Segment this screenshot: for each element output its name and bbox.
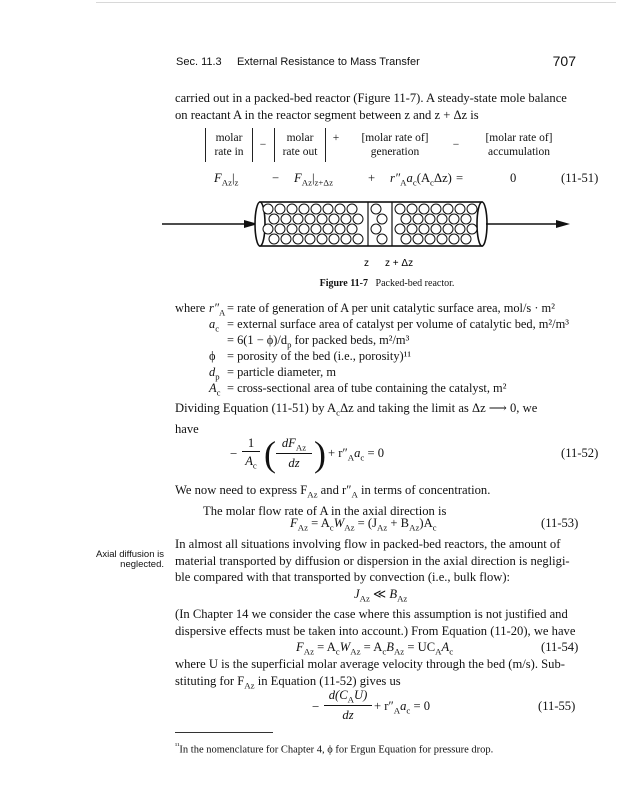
catalyst-pellet <box>467 224 477 234</box>
catalyst-pellet <box>437 214 447 224</box>
dividing-paragraph: Dividing Equation (11-51) by $A_c\Delta z$ and taking the limit as Δz ⟶ 0, we have <box>175 401 538 437</box>
axial-paragraph: In almost all situations involving flow in packed-bed reactors, the amount of material transported by diffusion or dispersion in the axial direction is negligi- ble compared with that transported by convection (i.e., bulk flow): <box>175 537 570 584</box>
catalyst-pellet <box>437 234 447 244</box>
molar-rate-in-box: molar rate in <box>205 128 253 162</box>
catalyst-pellet <box>443 204 453 214</box>
equation-11-54: $F_{Az} = A_cW_{Az} = A_cB_{Az} = UC_AA_c$ (11-54) <box>296 640 579 657</box>
catalyst-pellet <box>305 234 315 244</box>
margin-note: Axial diffusion is neglected. <box>96 549 164 570</box>
express-paragraph: We now need to express $F_{Az}$ and $r''_A$ in terms of concentration. The molar flow rate of A in the axial direction is <box>175 483 491 519</box>
molar-rate-out-box: molar rate out <box>274 128 326 162</box>
top-rule <box>96 2 616 3</box>
outlet-arrow-head <box>556 220 570 228</box>
footnote: $^{^{11}}$In the nomenclature for Chapter 4, ϕ for Ergun Equation for pressure drop. <box>175 741 494 756</box>
catalyst-pellet <box>425 214 435 224</box>
catalyst-pellet <box>419 224 429 234</box>
chapter14-paragraph: (In Chapter 14 we consider the case where this assumption is not justified and dispersive effects must be taken into account.) From Equation (11-20), we have <box>175 607 576 638</box>
section-title: External Resistance to Mass Transfer <box>236 56 420 68</box>
figure-caption: Figure 11-7 Packed-bed reactor. <box>319 278 455 289</box>
catalyst-pellet <box>431 204 441 214</box>
catalyst-pellet <box>413 234 423 244</box>
catalyst-pellet <box>371 204 381 214</box>
running-header <box>176 53 576 70</box>
catalyst-pellet <box>287 204 297 214</box>
catalyst-pellet <box>287 224 297 234</box>
catalyst-pellet <box>401 214 411 224</box>
definition-row: where $r''_A$ = rate of generation of A per unit catalytic surface area, mol/s · m² <box>175 301 555 318</box>
catalyst-pellet <box>353 234 363 244</box>
catalyst-pellet <box>377 214 387 224</box>
catalyst-pellet <box>293 234 303 244</box>
catalyst-pellet <box>281 214 291 224</box>
section-label: Sec. 11.3 External Resistance to Mass Transfer <box>176 56 420 68</box>
catalyst-pellet <box>395 204 405 214</box>
page-number: 707 <box>552 53 576 69</box>
intro-line-1: carried out in a packed-bed reactor (Figure 11-7). A steady-state mole balance <box>175 91 567 105</box>
accumulation-term: [molar rate of] accumulation <box>485 132 553 158</box>
catalyst-pellet <box>269 234 279 244</box>
equation-11-53: $F_{Az} = A_cW_{Az} = (J_{Az} + B_{Az})A_c$ (11-53) <box>290 516 579 533</box>
catalyst-pellet <box>455 224 465 234</box>
catalyst-pellet <box>395 224 405 234</box>
catalyst-pellet <box>263 204 273 214</box>
catalyst-pellet <box>299 224 309 234</box>
catalyst-pellet <box>329 234 339 244</box>
catalyst-pellet <box>317 234 327 244</box>
equation-j-less-b: $J_{Az}$ ≪ $B_{Az}$ <box>354 587 408 604</box>
catalyst-pellet <box>449 214 459 224</box>
word-balance: molar rate in − molar rate out + [molar rate of] generation − [molar rate of] accumulation <box>200 128 600 164</box>
catalyst-pellet <box>401 234 411 244</box>
packed-bed-reactor-figure <box>160 192 600 274</box>
catalyst-pellet <box>431 224 441 234</box>
equation-number: (11-55) <box>538 699 576 713</box>
catalyst-pellet <box>353 214 363 224</box>
catalyst-pellet <box>311 224 321 234</box>
catalyst-pellet <box>443 224 453 234</box>
catalyst-pellet <box>323 224 333 234</box>
catalyst-pellet <box>311 204 321 214</box>
superficial-paragraph: where U is the superficial molar average velocity through the bed (m/s). Sub- stituting for $F_{Az}$ in Equation (11-52) gives us <box>175 657 565 691</box>
intro-paragraph <box>175 90 601 123</box>
equation-11-51: $F_{Az}|_z$ − $F_{Az}|_{z+\Delta z}$ + $r''_Aa_c(A_c\Delta z)$ = 0 (11-51) <box>214 171 599 188</box>
catalyst-pellet <box>269 214 279 224</box>
catalyst-pellet <box>293 214 303 224</box>
catalyst-pellet <box>461 214 471 224</box>
equation-number: (11-54) <box>541 640 579 654</box>
catalyst-pellet <box>275 204 285 214</box>
catalyst-pellet <box>419 204 429 214</box>
label-z: z <box>364 258 369 269</box>
symbol-definitions: where $r''_A$ = rate of generation of A per unit catalytic surface area, mol/s · m² $a_c$ = external surface area of catalyst per volume of catalytic bed, m²/m³ = $6(1 - \phi)/d_p$ for packed beds, m²/m³ ϕ = porosity of the bed (i.e., porosity)¹¹ $d_p$ = particle diameter, m $A_c$ = cross-sectional area of tube containing the catalyst, m² <box>175 301 601 396</box>
catalyst-pellet <box>275 224 285 234</box>
catalyst-pellet <box>335 204 345 214</box>
catalyst-pellet <box>449 234 459 244</box>
equation-11-52: − 1 $A_c$ ( $dF_{Az}$ dz ) + $r''_Aa_c = 0$ (11-52) <box>230 434 599 474</box>
catalyst-pellet <box>371 224 381 234</box>
generation-term: [molar rate of] generation <box>361 132 429 158</box>
catalyst-pellet <box>347 204 357 214</box>
label-z-plus-dz: z + Δz <box>385 258 414 269</box>
catalyst-pellet <box>341 214 351 224</box>
equation-number: (11-51) <box>561 171 599 185</box>
catalyst-pellet <box>263 224 273 234</box>
catalyst-pellet <box>407 224 417 234</box>
catalyst-pellet <box>305 214 315 224</box>
catalyst-pellet <box>407 204 417 214</box>
catalyst-pellet <box>413 214 423 224</box>
catalyst-pellet <box>425 234 435 244</box>
catalyst-pellet <box>335 224 345 234</box>
catalyst-pellet <box>377 234 387 244</box>
equation-number: (11-53) <box>541 516 579 530</box>
footnote-rule <box>175 732 273 733</box>
catalyst-pellet <box>455 204 465 214</box>
catalyst-pellet <box>323 204 333 214</box>
catalyst-pellet <box>299 204 309 214</box>
catalyst-pellet <box>347 224 357 234</box>
catalyst-pellet <box>341 234 351 244</box>
catalyst-pellet <box>461 234 471 244</box>
catalyst-pellet <box>317 214 327 224</box>
catalyst-pellet <box>281 234 291 244</box>
intro-line-2: on reactant A in the reactor segment between z and z + Δz is <box>175 107 479 122</box>
equation-number: (11-52) <box>561 446 599 460</box>
catalyst-pellet <box>329 214 339 224</box>
catalyst-pellet <box>467 204 477 214</box>
equation-11-55: − $d(C_AU)$ dz + $r''_Aa_c = 0$ (11-55) <box>312 688 576 722</box>
